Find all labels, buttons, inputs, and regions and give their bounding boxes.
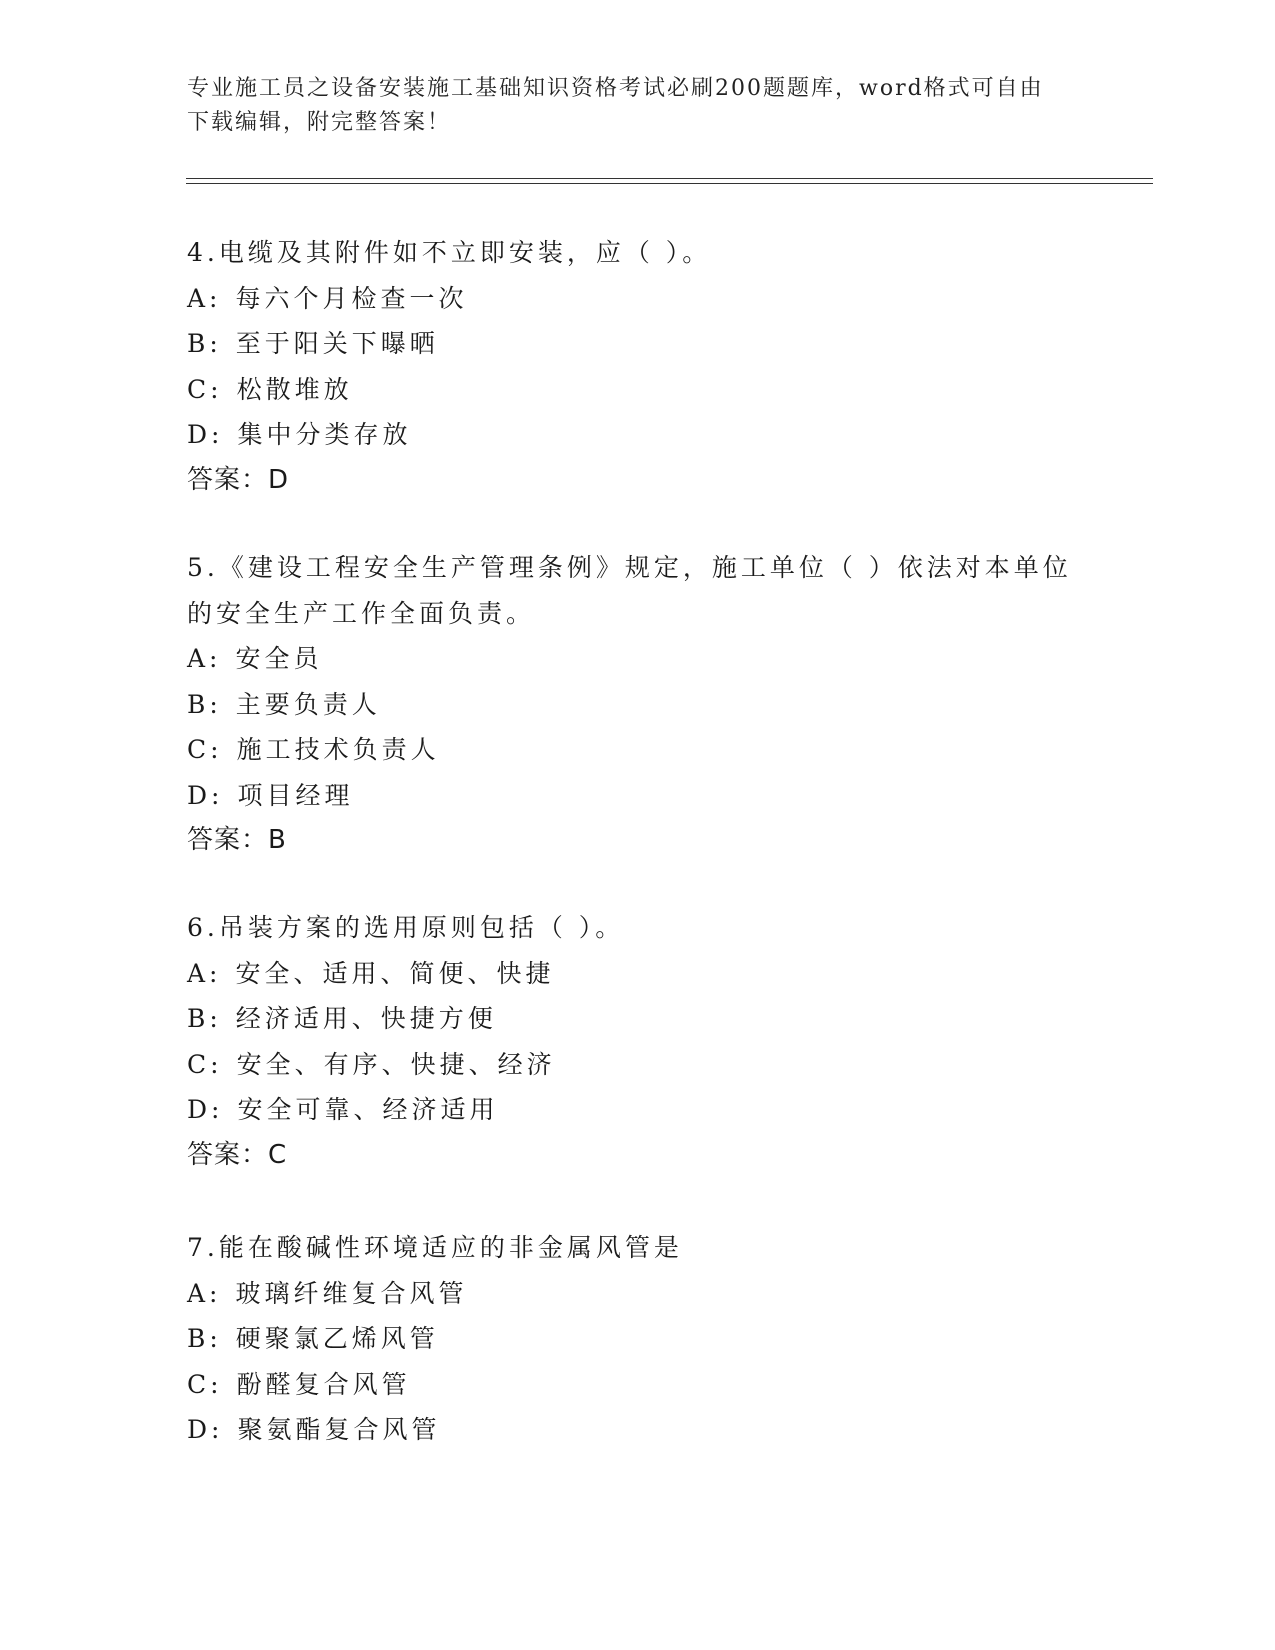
- option-letter: C:: [187, 1369, 223, 1399]
- option-letter: B:: [187, 1324, 222, 1353]
- option-a: [187, 276, 1087, 322]
- option-text: 施工技术负责人: [236, 735, 440, 764]
- option-letter: D:: [187, 420, 224, 449]
- answer-line: 答案：C: [187, 1139, 288, 1170]
- option-text: 硬聚氯乙烯风管: [235, 1324, 439, 1353]
- option-letter: A:: [187, 958, 222, 988]
- option-c: [187, 1042, 1087, 1088]
- option-a: [187, 636, 1087, 682]
- option-text: 玻璃纤维复合风管: [235, 1278, 468, 1308]
- question-stem: 6.吊装方案的选用原则包括（ ）。: [187, 913, 625, 942]
- option-d: [187, 1407, 1087, 1453]
- option-letter: D:: [187, 1415, 224, 1444]
- option-letter: C:: [187, 374, 223, 404]
- question-stem: 4.电缆及其附件如不立即安装，应（ ）。: [187, 238, 712, 267]
- option-text: 项目经理: [237, 780, 354, 810]
- question-5: [187, 545, 1087, 864]
- option-letter: C:: [187, 1049, 223, 1079]
- option-letter: D:: [187, 780, 224, 810]
- option-text: 酚醛复合风管: [236, 1369, 411, 1399]
- header-line-1: 专业施工员之设备安装施工基础知识资格考试必刷200题题库，word格式可自由: [187, 76, 1044, 101]
- option-text: 安全员: [235, 644, 323, 673]
- option-b: [187, 682, 1087, 728]
- option-text: 至于阳关下曝晒: [235, 329, 439, 358]
- header-rule-top: [186, 178, 1153, 179]
- question-6: [187, 905, 1087, 1178]
- option-b: [187, 1316, 1087, 1362]
- option-letter: A:: [187, 644, 222, 673]
- option-letter: C:: [187, 735, 223, 764]
- option-text: 安全、有序、快捷、经济: [236, 1049, 556, 1079]
- header-rule-bottom: [186, 183, 1153, 184]
- question-7: [187, 1225, 1087, 1453]
- option-letter: D:: [187, 1095, 224, 1124]
- answer-line: 答案：D: [187, 464, 290, 495]
- option-c: [187, 1362, 1087, 1408]
- option-text: 安全可靠、经济适用: [237, 1095, 499, 1124]
- option-d: [187, 1087, 1087, 1133]
- option-c: [187, 727, 1087, 773]
- option-text: 松散堆放: [236, 374, 353, 404]
- option-text: 每六个月检查一次: [235, 283, 468, 313]
- option-text: 聚氨酯复合风管: [237, 1415, 441, 1444]
- option-text: 集中分类存放: [237, 420, 412, 449]
- option-b: [187, 321, 1087, 367]
- answer-line: 答案：B: [187, 825, 287, 855]
- option-d: [187, 773, 1087, 819]
- option-text: 主要负责人: [235, 689, 381, 719]
- option-letter: B:: [187, 689, 222, 719]
- option-d: [187, 412, 1087, 458]
- option-text: 安全、适用、简便、快捷: [235, 958, 555, 988]
- option-c: [187, 367, 1087, 413]
- question-stem: 7.能在酸碱性环境适应的非金属风管是: [187, 1233, 683, 1262]
- option-letter: B:: [187, 1004, 222, 1033]
- header-line-2: 下载编辑，附完整答案！: [187, 110, 452, 135]
- option-letter: A:: [187, 283, 222, 313]
- question-stem-line-1: 5.《建设工程安全生产管理条例》规定，施工单位（ ）依法对本单位: [187, 553, 1072, 582]
- option-a: [187, 951, 1087, 997]
- document-header: [187, 72, 1077, 140]
- question-4: [187, 230, 1087, 503]
- option-a: [187, 1271, 1087, 1317]
- option-b: [187, 996, 1087, 1042]
- question-stem-line-2: 的安全生产工作全面负责。: [187, 598, 536, 628]
- option-letter: A:: [187, 1278, 222, 1308]
- option-text: 经济适用、快捷方便: [235, 1004, 497, 1033]
- option-letter: B:: [187, 329, 222, 358]
